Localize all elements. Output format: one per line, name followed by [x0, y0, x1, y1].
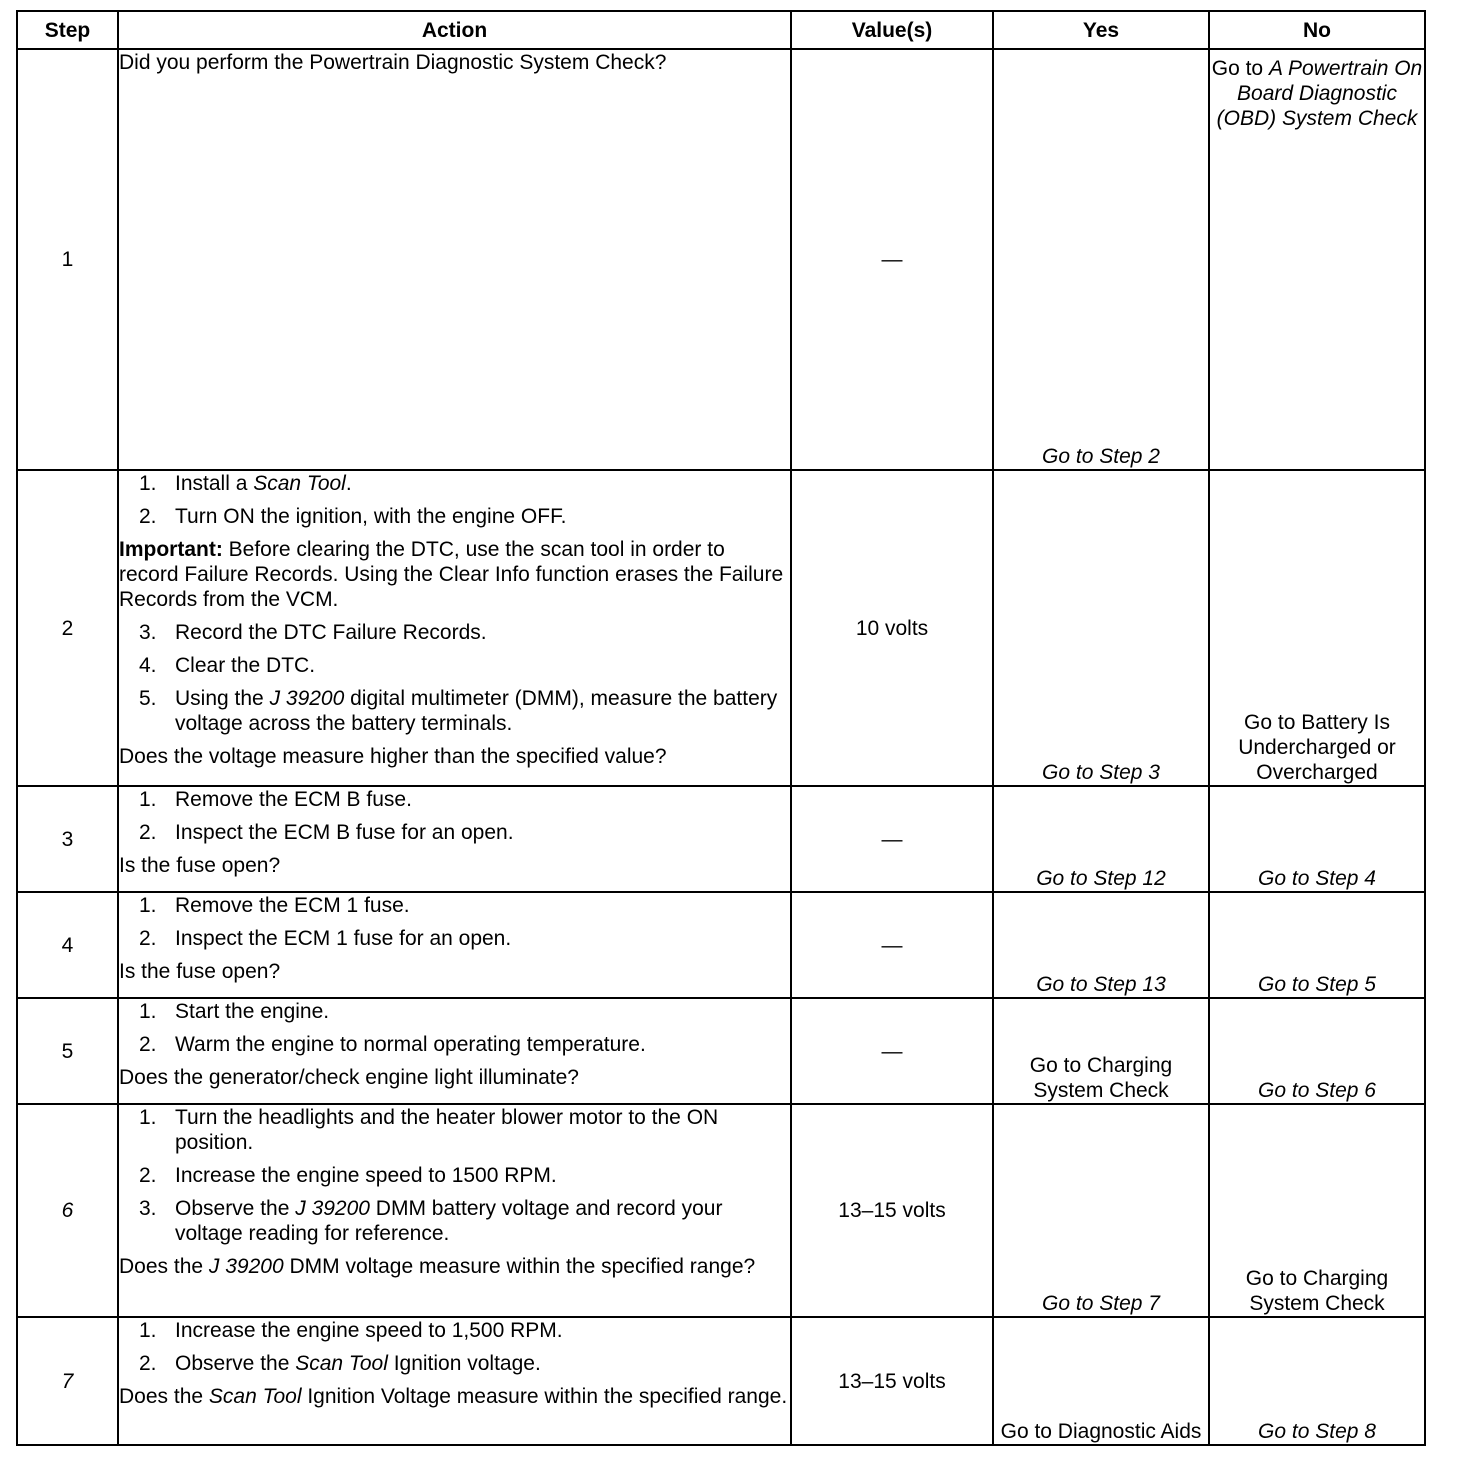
yes-text: Go to Step 13 [1036, 973, 1166, 996]
table-row-step-1 [17, 49, 1425, 470]
question-post: DMM voltage measure within the specified range? [283, 1255, 756, 1278]
question-post: Ignition Voltage measure within the specified range. [301, 1385, 788, 1408]
item-number: 3. [139, 1197, 157, 1220]
header-yes: Yes [993, 11, 1209, 49]
step-number: 7 [17, 1317, 118, 1445]
item-number: 1. [139, 1000, 157, 1023]
step-number: 5 [17, 998, 118, 1104]
value-cell: 13–15 volts [791, 1317, 993, 1445]
question-text: Is the fuse open? [119, 960, 281, 983]
value-cell: 10 volts [791, 470, 993, 786]
yes-text: Go to Step 2 [1042, 445, 1160, 468]
item-number: 1. [139, 788, 157, 811]
item-number: 3. [139, 621, 157, 644]
action-cell [118, 998, 791, 1104]
item-number: 2. [139, 505, 157, 528]
instruction-item [119, 1318, 790, 1343]
action-cell [118, 470, 791, 786]
no-cell [1209, 892, 1425, 998]
yes-text: Go to Step 3 [1042, 761, 1160, 784]
item-text-end: DMM battery voltage and record your voltage reading for reference. [175, 1197, 723, 1245]
yes-cell [993, 998, 1209, 1104]
yes-cell [993, 470, 1209, 786]
step-number: 4 [17, 892, 118, 998]
diagnostic-table [16, 10, 1426, 1446]
instruction-item [119, 1196, 790, 1246]
table-header-row [17, 11, 1425, 49]
no-cell [1209, 49, 1425, 470]
item-number: 1. [139, 894, 157, 917]
step-number: 2 [17, 470, 118, 786]
question-text [119, 1254, 790, 1279]
no-text: Go to Battery Is Undercharged or Overcharged [1238, 711, 1396, 784]
instruction-list [119, 471, 790, 529]
item-number: 5. [139, 687, 157, 710]
question-pre: Does the [119, 1255, 209, 1278]
item-text-end: Ignition voltage. [387, 1352, 541, 1375]
value-cell: 13–15 volts [791, 1104, 993, 1317]
item-text: Record the DTC Failure Records. [175, 621, 487, 644]
action-cell [118, 1104, 791, 1317]
question-emphasis: J 39200 [208, 1255, 284, 1278]
instruction-list [119, 787, 790, 845]
instruction-item [119, 1163, 790, 1188]
item-emphasis: J 39200 [295, 1197, 370, 1220]
yes-cell [993, 1317, 1209, 1445]
item-text: Observe the [175, 1352, 296, 1375]
item-text: Turn the headlights and the heater blower motor to the ON position. [175, 1106, 719, 1154]
instruction-list [119, 999, 790, 1057]
header-values: Value(s) [791, 11, 993, 49]
instruction-item [119, 471, 790, 496]
item-text: Install a [175, 472, 254, 495]
no-text: Go to Charging System Check [1245, 1267, 1389, 1315]
yes-cell [993, 786, 1209, 892]
instruction-list [119, 620, 790, 736]
instruction-item [119, 1351, 790, 1376]
important-note [119, 537, 790, 612]
item-number: 2. [139, 1164, 157, 1187]
instruction-item [119, 926, 790, 951]
yes-cell [993, 1104, 1209, 1317]
no-cell [1209, 1317, 1425, 1445]
item-text: Observe the [175, 1197, 296, 1220]
question-text: Did you perform the Powertrain Diagnostic System Check? [119, 51, 667, 74]
value-cell: — [791, 49, 993, 470]
header-step: Step [17, 11, 118, 49]
item-text: Increase the engine speed to 1500 RPM. [175, 1164, 557, 1187]
item-text: Increase the engine speed to 1,500 RPM. [175, 1319, 563, 1342]
no-text: Go to Step 4 [1258, 867, 1376, 890]
item-number: 1. [139, 472, 157, 495]
instruction-item [119, 999, 790, 1024]
action-cell [118, 49, 791, 470]
instruction-item [119, 504, 790, 529]
yes-text: Go to Charging System Check [1029, 1054, 1173, 1102]
value-cell: — [791, 892, 993, 998]
item-text: Clear the DTC. [175, 654, 316, 677]
instruction-list [119, 1105, 790, 1246]
action-cell [118, 892, 791, 998]
item-number: 2. [139, 821, 157, 844]
action-cell [118, 1317, 791, 1445]
important-label: Important: [119, 538, 223, 561]
no-cell [1209, 998, 1425, 1104]
no-text-prefix: Go to [1211, 57, 1269, 80]
item-emphasis: Scan Tool [253, 472, 346, 495]
no-text: Go to Step 5 [1258, 973, 1376, 996]
item-text: Warm the engine to normal operating temperature. [175, 1033, 646, 1056]
question-pre: Does the [119, 1385, 209, 1408]
instruction-item [119, 620, 790, 645]
value-cell: — [791, 998, 993, 1104]
table-row-step-4 [17, 892, 1425, 998]
no-cell [1209, 786, 1425, 892]
item-number: 2. [139, 1352, 157, 1375]
item-text: Remove the ECM B fuse. [175, 788, 412, 811]
question-text: Does the voltage measure higher than the specified value? [119, 745, 667, 768]
table-row-step-7 [17, 1317, 1425, 1445]
yes-text: Go to Step 7 [1042, 1292, 1160, 1315]
yes-text: Go to Step 12 [1036, 867, 1166, 890]
instruction-list [119, 1318, 790, 1376]
no-cell [1209, 1104, 1425, 1317]
item-text: Inspect the ECM B fuse for an open. [175, 821, 514, 844]
item-number: 1. [139, 1106, 157, 1129]
yes-cell [993, 892, 1209, 998]
question-text: Is the fuse open? [119, 854, 281, 877]
question-emphasis: Scan Tool [208, 1385, 302, 1408]
no-text: Go to Step 6 [1258, 1079, 1376, 1102]
item-text: Remove the ECM 1 fuse. [175, 894, 410, 917]
item-number: 4. [139, 654, 157, 677]
question-text [119, 1384, 790, 1409]
item-number: 2. [139, 1033, 157, 1056]
instruction-item [119, 820, 790, 845]
step-number: 6 [17, 1104, 118, 1317]
important-text: Before clearing the DTC, use the scan tool in order to record Failure Records. Using the Clear Info function erases the Failure Records from the VCM. [119, 538, 784, 611]
table-row-step-6 [17, 1104, 1425, 1317]
item-text: Turn ON the ignition, with the engine OFF. [175, 505, 567, 528]
item-emphasis: Scan Tool [295, 1352, 388, 1375]
table-row-step-3 [17, 786, 1425, 892]
instruction-item [119, 686, 790, 736]
header-action: Action [118, 11, 791, 49]
no-cell [1209, 470, 1425, 786]
no-text: Go to Step 8 [1258, 1420, 1376, 1443]
item-text: Using the [175, 687, 270, 710]
instruction-list [119, 893, 790, 951]
action-cell [118, 786, 791, 892]
value-cell: — [791, 786, 993, 892]
item-text: Start the engine. [175, 1000, 330, 1023]
item-number: 2. [139, 927, 157, 950]
question-text: Does the generator/check engine light illuminate? [119, 1066, 579, 1089]
header-no: No [1209, 11, 1425, 49]
instruction-item [119, 787, 790, 812]
step-number: 3 [17, 786, 118, 892]
table-row-step-5 [17, 998, 1425, 1104]
item-emphasis: J 39200 [269, 687, 345, 710]
table-row-step-2 [17, 470, 1425, 786]
yes-text: Go to Diagnostic Aids [1000, 1420, 1202, 1443]
instruction-item [119, 893, 790, 918]
instruction-item [119, 1105, 790, 1155]
no-text-link: A Powertrain On Board Diagnostic (OBD) System Check [1216, 57, 1423, 130]
item-number: 1. [139, 1319, 157, 1342]
yes-cell [993, 49, 1209, 470]
item-text-end: digital multimeter (DMM), measure the battery voltage across the battery terminals. [175, 687, 778, 735]
item-text: Inspect the ECM 1 fuse for an open. [175, 927, 512, 950]
instruction-item [119, 653, 790, 678]
step-number: 1 [17, 49, 118, 470]
item-text-end: . [345, 472, 352, 495]
instruction-item [119, 1032, 790, 1057]
